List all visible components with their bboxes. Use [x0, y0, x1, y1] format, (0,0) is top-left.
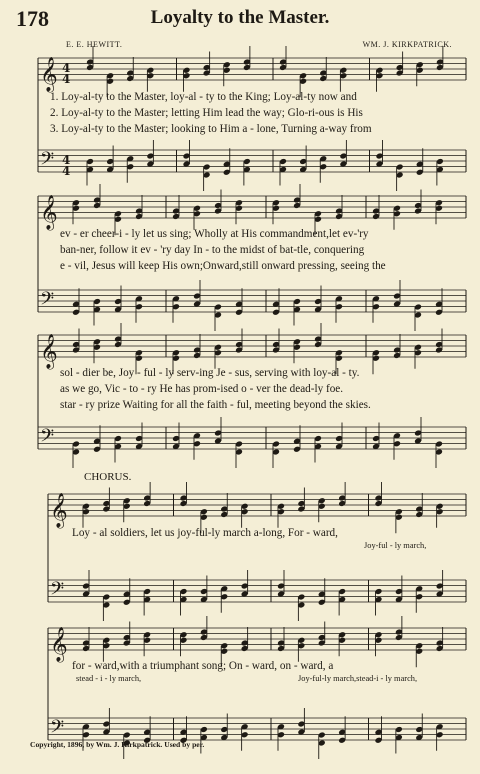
- chorus-label: CHORUS.: [84, 471, 132, 483]
- bass-clef: 𝄢: [40, 289, 55, 314]
- verse-1-line-3: sol - dier be, Joy - ful - ly serv-ing Je - sus, serving with loy-al - ty.: [60, 367, 360, 379]
- treble-clef: 𝄞: [40, 334, 58, 369]
- treble-clef: 𝄞: [40, 57, 58, 92]
- time-signature: 4: [62, 153, 71, 167]
- treble-clef: 𝄞: [40, 195, 58, 230]
- hymn-title: Loyalty to the Master.: [150, 7, 330, 28]
- treble-clef: 𝄞: [50, 627, 68, 662]
- composer-credit: WM. J. KIRKPATRICK.: [362, 40, 452, 49]
- time-signature: 4: [62, 61, 71, 75]
- hymn-number: 178: [16, 6, 49, 31]
- chorus-bass-line-2a: stead - i - ly march,: [76, 674, 142, 683]
- verse-1-line-1: 1. Loy-al-ty to the Master, loy-al - ty to the King; Loy-al-ty now and: [50, 91, 357, 103]
- verse-3-line-2: e - vil, Jesus will keep His own;Onward,still onward pressing, seeing the: [60, 260, 386, 272]
- bass-clef: 𝄢: [40, 149, 55, 174]
- chorus-bass-line-1: Joy-ful - ly march,: [364, 541, 427, 550]
- bass-clef: 𝄢: [50, 717, 65, 742]
- chorus-bass-line-2b: Joy-ful-ly march,stead-i - ly march,: [298, 674, 418, 683]
- verse-2-line-2: ban-ner, follow it ev - 'ry day In - to the midst of bat-tle, conquering: [60, 244, 365, 256]
- bass-clef: 𝄢: [40, 426, 55, 451]
- verse-2-line-1: 2. Loy-al-ty to the Master; letting Him lead the way; Glo-ri-ous is His: [50, 107, 363, 119]
- lyricist-credit: E. E. HEWITT.: [66, 40, 123, 49]
- verse-2-line-3: as we go, Vic - to - ry He has prom-ised o - ver the dead-ly foe.: [60, 383, 344, 395]
- bass-clef: 𝄢: [50, 579, 65, 604]
- treble-clef: 𝄞: [50, 493, 68, 528]
- chorus-line-1: Loy - al soldiers, let us joy-ful-ly march a-long, For - ward,: [72, 527, 338, 539]
- time-signature: 4: [62, 72, 71, 86]
- verse-3-line-3: star - ry prize Waiting for all the faith - ful, meeting beyond the skies.: [60, 399, 371, 411]
- verse-3-line-1: 3. Loy-al-ty to the Master; looking to Him a - lone, Turning a-way from: [50, 123, 372, 135]
- copyright-notice: Copyright, 1896, by Wm. J. Kirkpatrick. Used by per.: [30, 740, 205, 749]
- chorus-line-2: for - ward,with a triumphant song; On - ward, on - ward, a: [72, 660, 334, 672]
- time-signature: 4: [62, 164, 71, 178]
- verse-1-line-2: ev - er cheer-i - ly let us sing; Wholly at His commandment,let ev-'ry: [60, 228, 369, 240]
